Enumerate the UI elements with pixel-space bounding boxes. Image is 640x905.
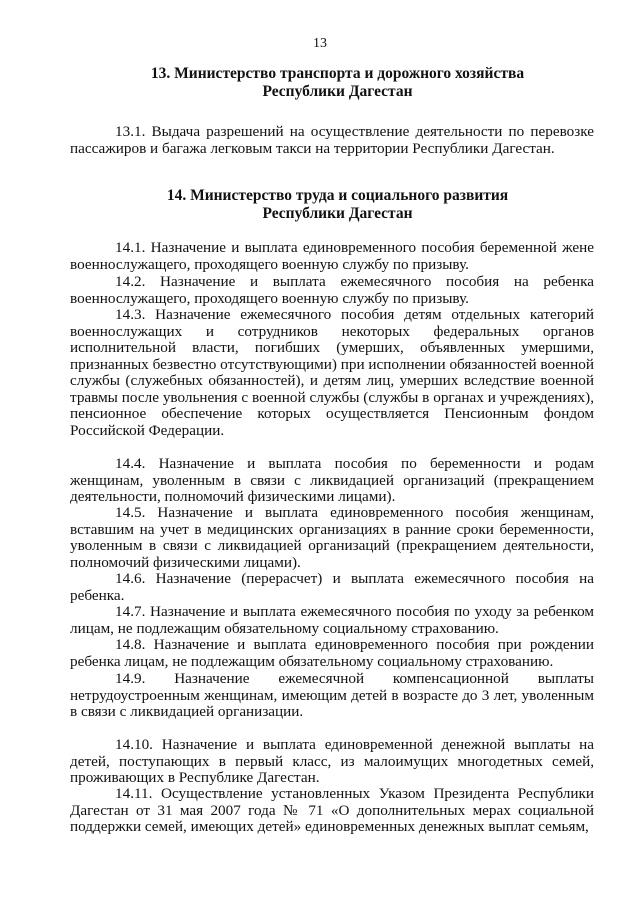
item-13-1: 13.1. Выдача разрешений на осуществление деятельности по перевозке пассажиров и багажа легковым такси на территории Республики Дагестан. xyxy=(70,123,594,157)
item-14-5: 14.5. Назначение и выплата единовременного пособия женщинам, вставшим на учет в медицинских организациях в ранние сроки беременности, уволенным в связи с ликвидацией организаций (прекращением деятельности, полномочий физическими лицами). xyxy=(70,504,594,571)
section-13-title-line2: Республики Дагестан xyxy=(262,83,413,100)
item-14-3: 14.3. Назначение ежемесячного пособия детям отдельных категорий военнослужащих и сотрудников некоторых федеральных органов исполнительной власти, погибших (умерших, объявленных умершими, признанных безвестно отсутствующими) при исполнении обязанностей военной службы (служебных обязанностей), и детям лиц, умерших вследствие военной травмы после увольнения с военной службы (службы в органах и учреждениях), пенсионное обеспечение которых осуществляется Пенсионным фондом Российской Федерации. xyxy=(70,306,594,439)
section-14-title-line2: Республики Дагестан xyxy=(262,205,413,222)
page-number: 13 xyxy=(313,36,327,51)
section-13-title-line1: 13. Министерство транспорта и дорожного хозяйства xyxy=(150,65,525,82)
item-14-8: 14.8. Назначение и выплата единовременного пособия при рождении ребенка лицам, не подлежащим обязательному социальному страхованию. xyxy=(70,636,594,670)
item-14-11: 14.11. Осуществление установленных Указом Президента Республики Дагестан от 31 мая 2007 года № 71 «О дополнительных мерах социальной поддержки семей, имеющих детей» единовременных денежных выплат семьям, xyxy=(70,785,594,836)
item-14-10: 14.10. Назначение и выплата единовременной денежной выплаты на детей, поступающих в первый класс, из малоимущих многодетных семей, проживающих в Республике Дагестан. xyxy=(70,736,594,787)
item-14-9: 14.9. Назначение ежемесячной компенсационной выплаты нетрудоустроенным женщинам, имеющим детей в возрасте до 3 лет, уволенным в связи с ликвидацией организации. xyxy=(70,670,594,721)
section-14-heading xyxy=(70,187,605,223)
item-14-2: 14.2. Назначение и выплата ежемесячного пособия на ребенка военнослужащего, проходящего военную службу по призыву. xyxy=(70,273,594,307)
section-13-heading xyxy=(70,65,605,101)
section-14-title-line1: 14. Министерство труда и социального развития xyxy=(166,187,509,204)
item-14-6: 14.6. Назначение (перерасчет) и выплата ежемесячного пособия на ребенка. xyxy=(70,570,594,604)
item-14-1: 14.1. Назначение и выплата единовременного пособия беременной жене военнослужащего, проходящего военную службу по призыву. xyxy=(70,239,594,273)
item-14-7: 14.7. Назначение и выплата ежемесячного пособия по уходу за ребенком лицам, не подлежащим обязательному социальному страхованию. xyxy=(70,603,594,637)
item-14-4: 14.4. Назначение и выплата пособия по беременности и родам женщинам, уволенным в связи с ликвидацией организаций (прекращением деятельности, полномочий физическими лицами). xyxy=(70,455,594,506)
